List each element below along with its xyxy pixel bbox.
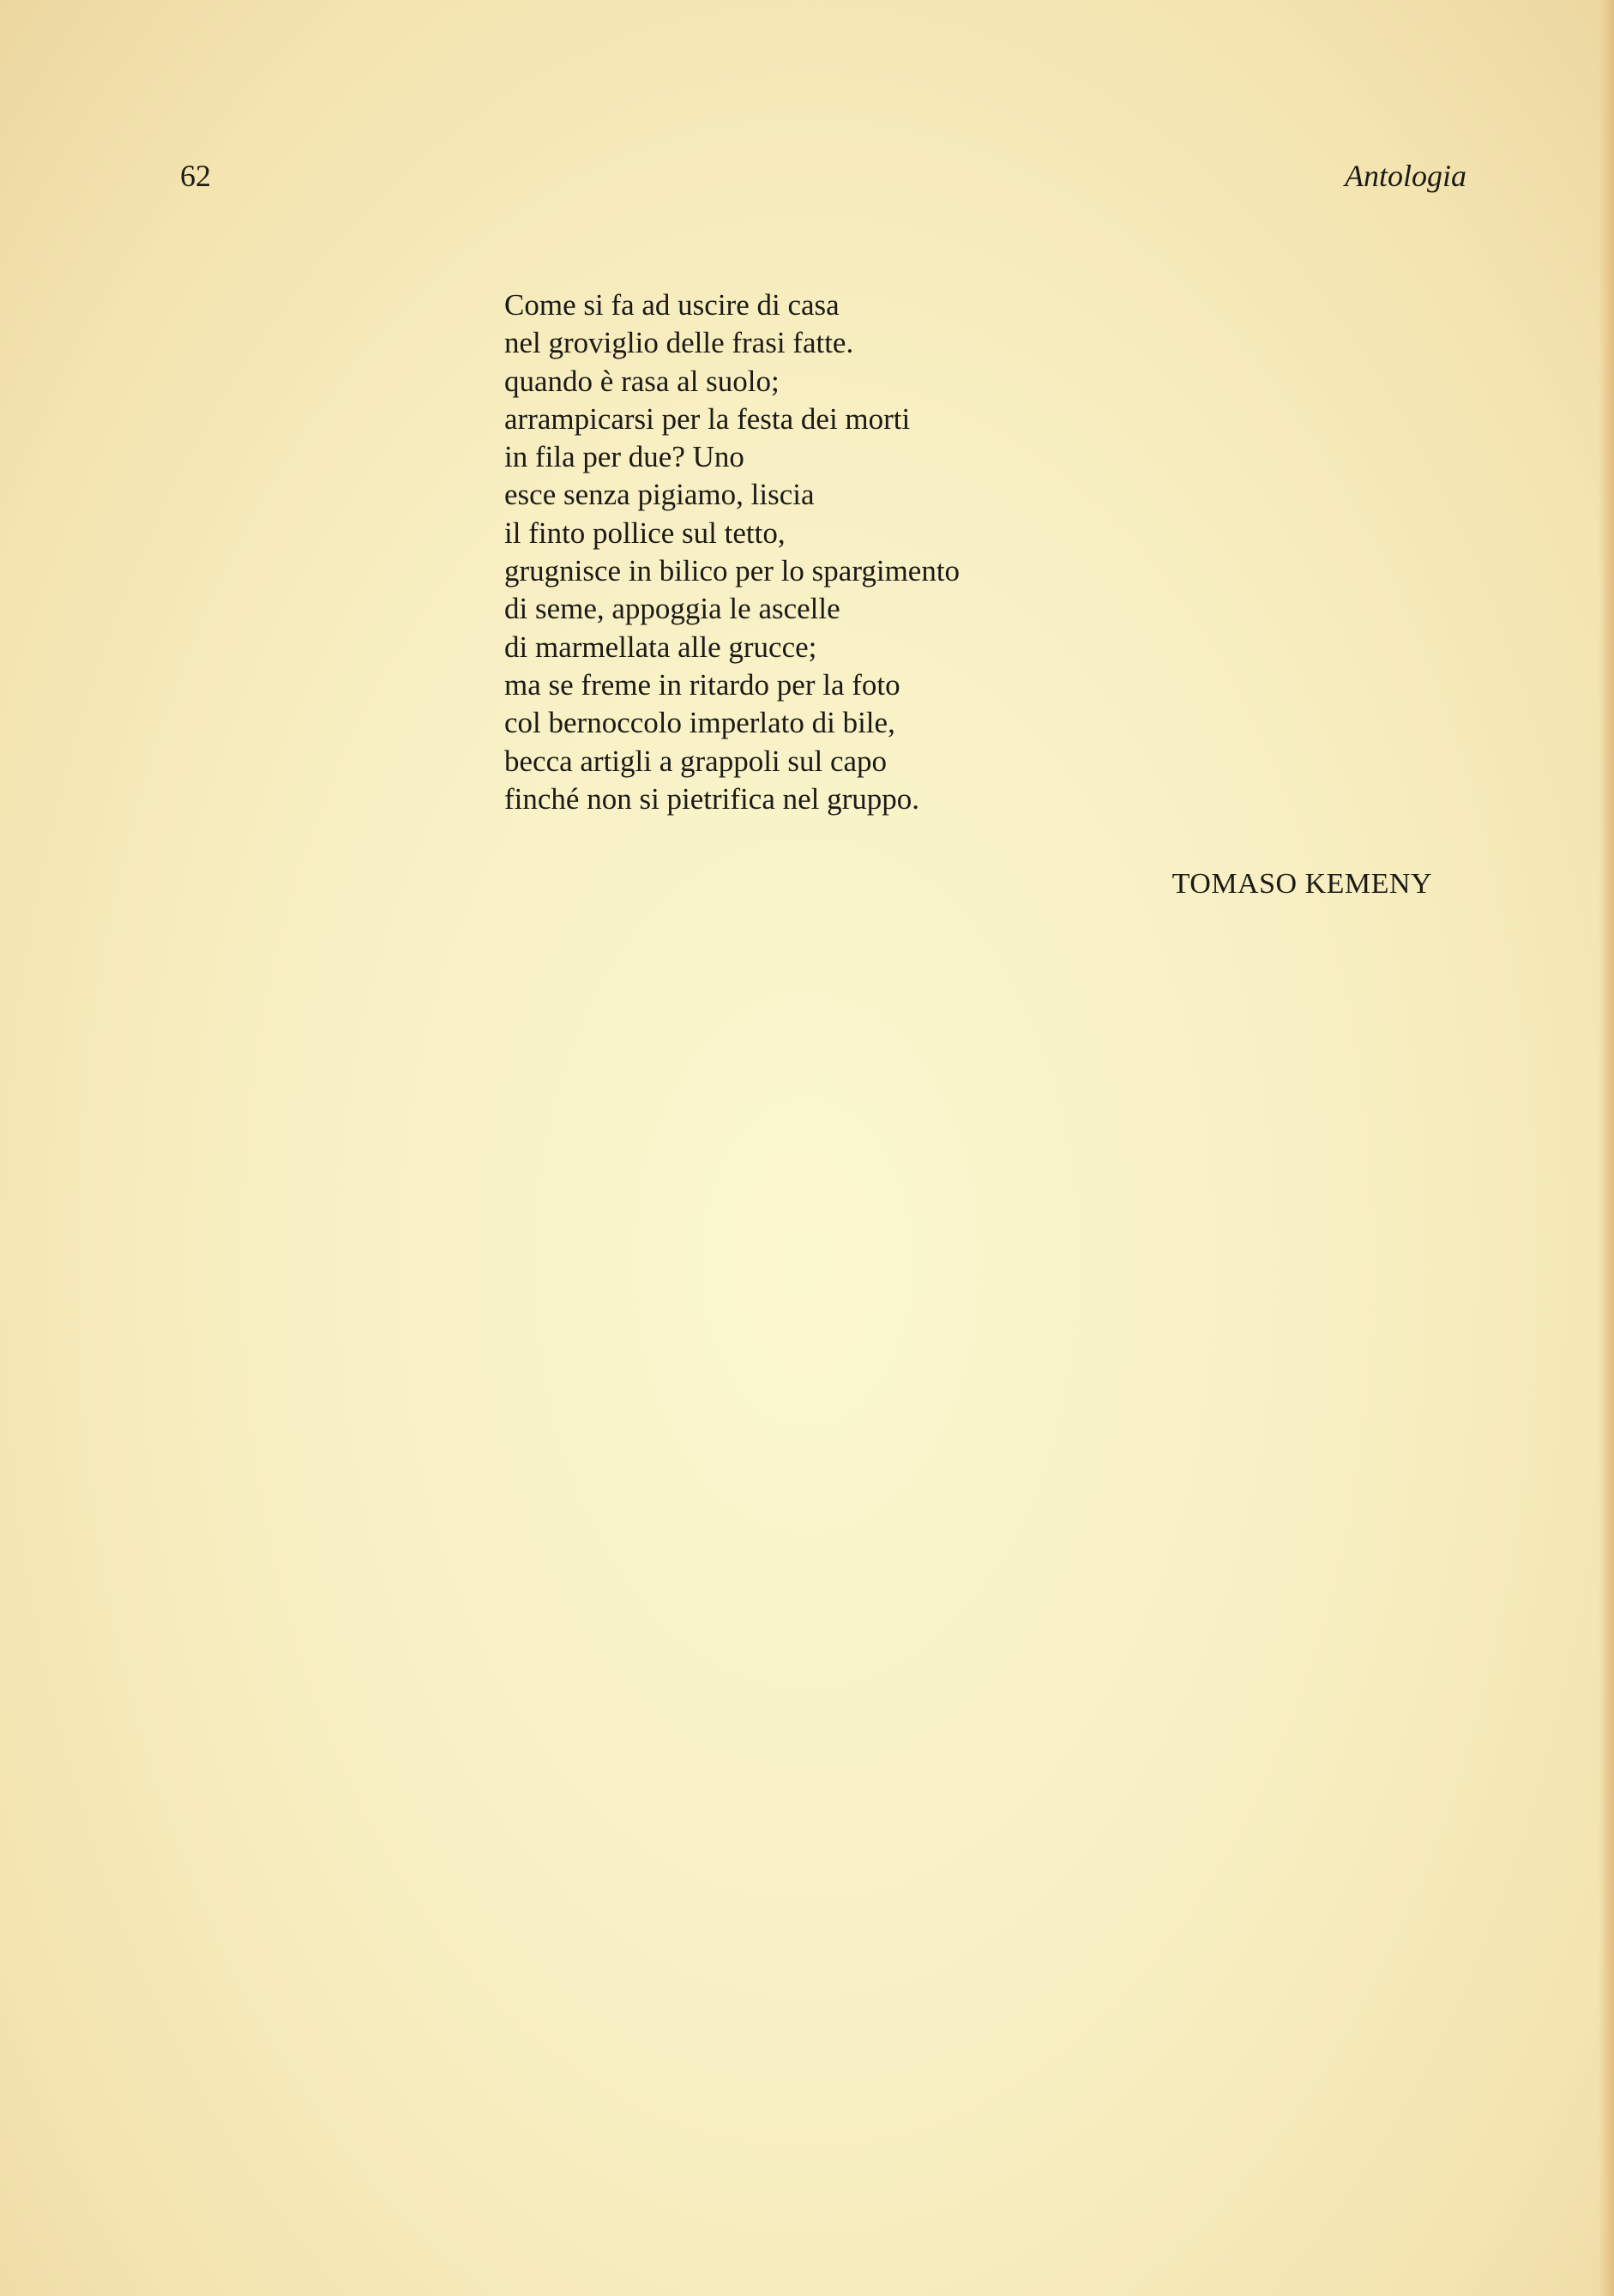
poem-line: di seme, appoggia le ascelle bbox=[504, 592, 840, 626]
poem-author: TOMASO KEMENY bbox=[1171, 868, 1432, 900]
poem-line: ma se freme in ritardo per la foto bbox=[504, 667, 900, 702]
poem-line: becca artigli a grappoli sul capo bbox=[504, 744, 888, 778]
page-header bbox=[180, 154, 1466, 197]
poem-line: nel groviglio delle frasi fatte. bbox=[504, 326, 854, 360]
poem bbox=[504, 286, 1156, 818]
running-title: Antologia bbox=[1345, 159, 1466, 193]
poem-line: col bernoccolo imperlato di bile, bbox=[504, 706, 895, 740]
poem-line: quando è rasa al suolo; bbox=[504, 364, 780, 398]
poem-line: finché non si pietrifica nel gruppo. bbox=[504, 781, 920, 816]
poem-line: arrampicarsi per la festa dei morti bbox=[504, 401, 911, 436]
poem-line: il finto pollice sul tetto, bbox=[504, 515, 786, 550]
poem-line: in fila per due? Uno bbox=[504, 440, 744, 474]
poem-line: di marmellata alle grucce; bbox=[504, 630, 817, 664]
page-edge bbox=[1599, 0, 1614, 2296]
poem-line: grugnisce in bilico per lo spargimento bbox=[504, 554, 961, 588]
page-number: 62 bbox=[180, 159, 211, 193]
poem-line: Come si fa ad uscire di casa bbox=[504, 288, 840, 322]
poem-line: esce senza pigiamo, liscia bbox=[504, 478, 815, 512]
